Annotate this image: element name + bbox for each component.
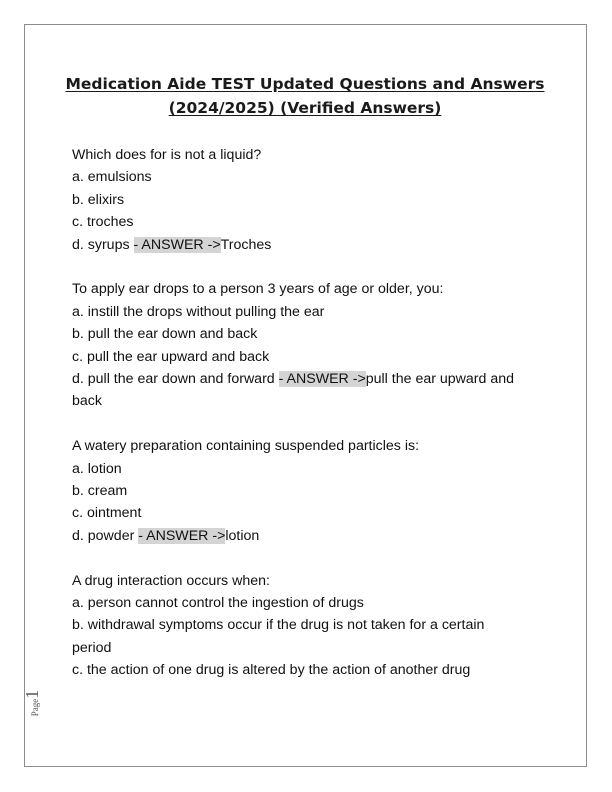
answer-label: - ANSWER -> [278, 371, 366, 388]
option-c: c. pull the ear upward and back [72, 348, 270, 365]
answer-text: pull the ear upward and [365, 371, 515, 388]
answer-label: - ANSWER -> [138, 527, 226, 544]
option-c: c. ointment [72, 505, 142, 522]
option-c: c. troches [72, 214, 134, 231]
option-d-with-answer [72, 525, 542, 547]
option-b: b. elixirs [72, 191, 125, 208]
option-a: a. person cannot control the ingestion of drugs [72, 595, 364, 612]
question-block-4 [72, 570, 542, 682]
question-block-3 [72, 435, 542, 547]
document-body [72, 144, 542, 704]
title-line-2: (2024/2025) (Verified Answers) [168, 99, 442, 117]
answer-label: - ANSWER -> [133, 236, 221, 253]
option-d-with-answer [72, 234, 542, 256]
option-d-with-answer [72, 368, 542, 390]
page-word: Page [30, 698, 40, 717]
question-stem: Which does for is not a liquid? [72, 147, 262, 163]
title-line-1: Medication Aide TEST Updated Questions and Answers [65, 75, 545, 93]
option-b: b. cream [72, 483, 128, 500]
option-d: d. powder [72, 527, 139, 544]
answer-text: lotion [225, 527, 260, 544]
question-stem: A watery preparation containing suspended particles is: [72, 438, 420, 455]
question-stem: A drug interaction occurs when: [72, 572, 270, 589]
option-a: a. lotion [72, 460, 122, 477]
answer-text-continued: back [72, 393, 102, 410]
option-a: a. instill the drops without pulling the ear [72, 303, 325, 320]
option-a: a. emulsions [72, 169, 152, 186]
option-b: b. withdrawal symptoms occur if the drug is not taken for a certain [72, 617, 485, 634]
question-block-1 [72, 144, 542, 256]
option-d: d. pull the ear down and forward [72, 371, 279, 388]
answer-text: Troches [220, 236, 272, 253]
page-number-label [22, 690, 56, 716]
document-title [40, 72, 570, 120]
option-c: c. the action of one drug is altered by the action of another drug [72, 662, 471, 679]
page-number: 1 [22, 689, 42, 699]
option-b-continued: period [72, 639, 112, 656]
option-d: d. syrups [72, 236, 134, 253]
option-b: b. pull the ear down and back [72, 326, 258, 343]
question-stem: To apply ear drops to a person 3 years of age or older, you: [72, 281, 444, 298]
question-block-2 [72, 278, 542, 412]
